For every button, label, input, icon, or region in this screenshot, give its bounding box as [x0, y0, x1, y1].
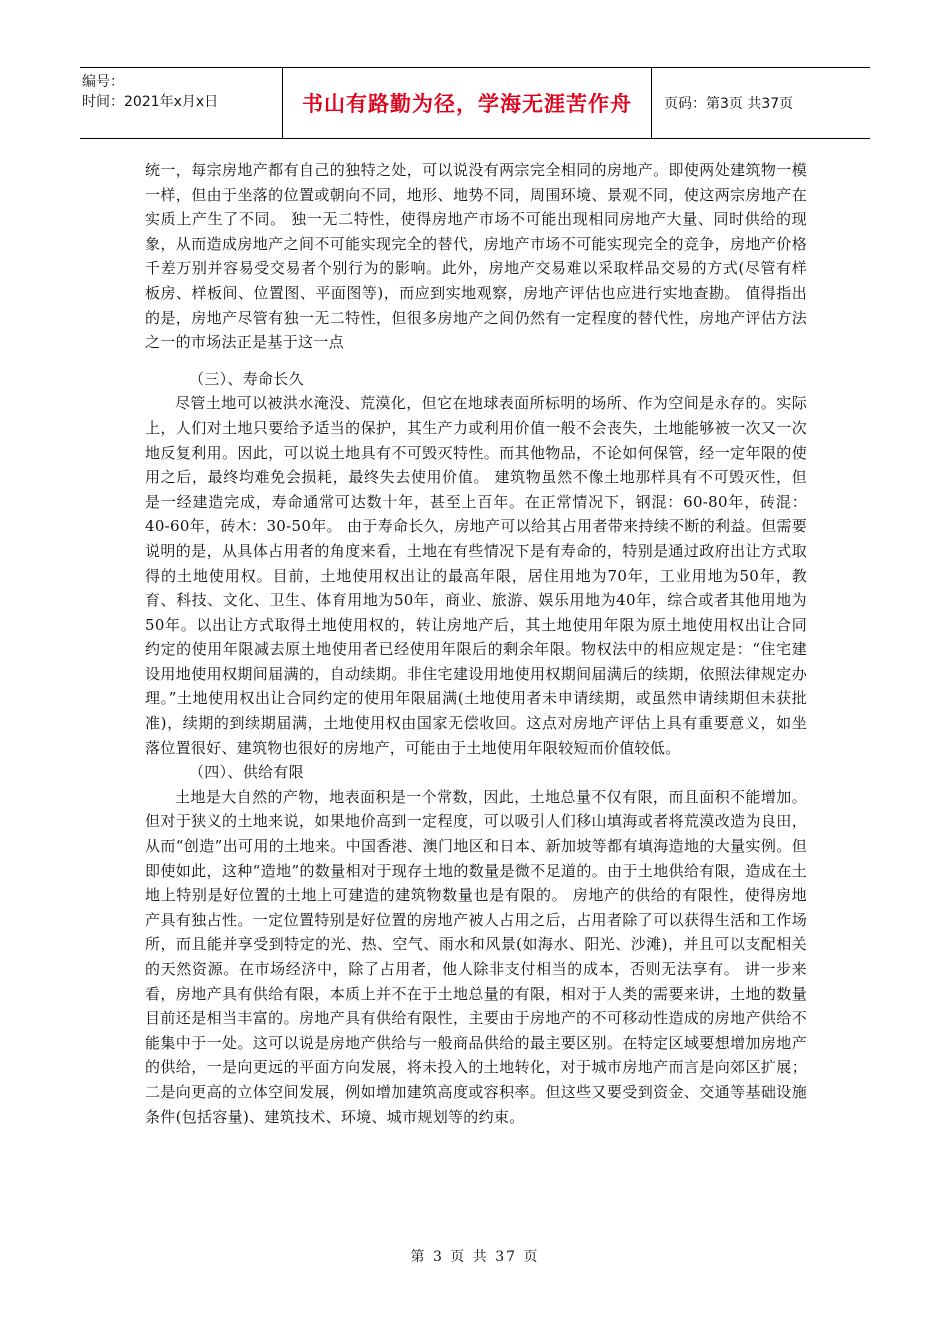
body-paragraph: 统一，每宗房地产都有自己的独特之处，可以说没有两宗完全相同的房地产。即使两处建筑物一模一样，但由于坐落的位置或朝向不同，地形、地势不同，周围环境、景观不同，使这两宗房地产在实质上产生了不同。 独一无二特性，使得房地产市场不可能出现相同房地产大量、同时供给的现象，从而造成房地产之间不可能实现完全的替代，房地产市场不可能实现完全的竞争，房地产价格千差万别并容易受交易者个别行为的影响。此外，房地产交易难以采取样品交易的方式(尽管有样板房、样板间、位置图、平面图等)，而应到实地观察，房地产评估也应进行实地查勘。 值得指出的是，房地产尽管有独一无二特性，但很多房地产之间仍然有一定程度的替代性，房地产评估方法之一的市场法正是基于这一点: [145, 161, 807, 352]
header-meta: [80, 68, 282, 138]
section-heading: （四）、供给有限: [189, 763, 304, 782]
section-heading: （三）、寿命长久: [189, 369, 304, 388]
page-footer: 第 3 页 共 37 页: [410, 1249, 540, 1265]
document-body: [145, 158, 807, 1129]
header-motto: 书山有路勤为径，学海无涯苦作舟: [282, 68, 652, 138]
body-paragraph: 土地是大自然的产物，地表面积是一个常数，因此，土地总量不仅有限，而且面积不能增加。但对于狭义的土地来说，如果地价高到一定程度，可以吸引人们移山填海或者将荒漠改造为良田，从而“创造”出可用的土地来。中国香港、澳门地区和日本、新加坡等都有填海造地的大量实例。但即使如此，这种“造地”的数量相对于现存土地的数量是微不足道的。由于土地供给有限，造成在土地上特别是好位置的土地上可建造的建筑物数量也是有限的。 房地产的供给的有限性，使得房地产具有独占性。一定位置特别是好位置的房地产被人占用之后，占用者除了可以获得生活和工作场所，而且能并享受到特定的光、热、空气、雨水和风景(如海水、阳光、沙滩)，并且可以支配相关的天然资源。在市场经济中，除了占用者，他人除非支付相当的成本，否则无法享有。 讲一步来看，房地产具有供给有限，本质上并不在于土地总量的有限，相对于人类的需要来讲，土地的数量目前还是相当丰富的。房地产具有供给有限性，主要由于房地产的不可移动性造成的房地产供给不能集中于一处。这可以说是房地产供给与一般商品供给的最主要区别。在特定区域要想增加房地产的供给，一是向更远的平面方向发展，将未投入的土地转化，对于城市房地产而言是向郊区扩展；二是向更高的立体空间发展，例如增加建筑高度或容积率。但这些又要受到资金、交通等基础设施条件(包括容量)、建筑技术、环境、城市规划等的约束。: [145, 787, 807, 1126]
header-page-label: 页码：第3页 共37页: [664, 96, 794, 112]
document-number-label: 编号：: [82, 74, 124, 90]
document-date-label: 时间：2021年x月x日: [82, 94, 219, 110]
page-header: [80, 67, 870, 139]
body-paragraph: 尽管土地可以被洪水淹没、荒漠化，但它在地球表面所标明的场所、作为空间是永存的。实际上，人们对土地只要给予适当的保护，其生产力或利用价值一般不会丧失，土地能够被一次又一次地反复利用。因此，可以说土地具有不可毁灭特性。而其他物品，不论如何保管，经一定年限的使用之后，最终均难免会损耗，最终失去使用价值。 建筑物虽然不像土地那样具有不可毁灭性，但是一经建造完成，寿命通常可达数十年，甚至上百年。在正常情况下，钢混：60-80年，砖混：40-60年，砖木：30-50年。 由于寿命长久，房地产可以给其占用者带来持续不断的利益。但需要说明的是，从具体占用者的角度来看，土地在有些情况下是有寿命的，特别是通过政府出让方式取得的土地使用权。目前，土地使用权出让的最高年限，居住用地为70年，工业用地为50年，教育、科技、文化、卫生、体育用地为50年，商业、旅游、娱乐用地为40年，综合或者其他用地为50年。以出让方式取得土地使用权的，转让房地产后，其土地使用年限为原土地使用权出让合同约定的使用年限减去原土地使用者已经使用年限后的剩余年限。物权法中的相应规定是：“住宅建设用地使用权期间届满的，自动续期。非住宅建设用地使用权期间届满后的续期，依照法律规定办理。”土地使用权出让合同约定的使用年限届满(土地使用者未申请续期，或虽然申请续期但未获批准)，续期的到续期届满，土地使用权由国家无偿收回。这点对房地产评估上具有重要意义，如坐落位置很好、建筑物也很好的房地产，可能由于土地使用年限较短而价值较低。: [145, 394, 807, 757]
